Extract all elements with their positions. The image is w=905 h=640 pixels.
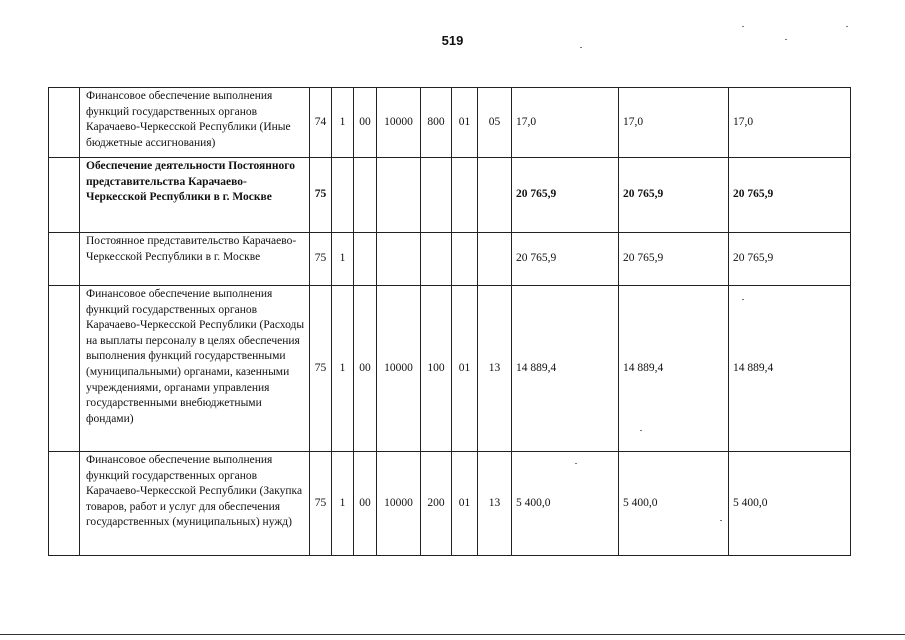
code-section [452,233,478,286]
table-row [49,233,851,286]
code-expense-type: 800 [421,88,452,158]
row-name: Обеспечение деятельности Постоянного представительства Карачаево-Черкесской Республики в г. Москве [80,158,310,233]
budget-table [48,87,851,556]
code-program: 1 [332,452,354,556]
amount-year-3: 17,0 [729,88,851,158]
row-gutter [49,452,80,556]
code-ministry: 75 [310,158,332,233]
code-subprogram: 00 [354,88,377,158]
row-gutter [49,158,80,233]
scan-speck [742,299,744,300]
row-name: Постоянное представительство Карачаево-Черкесской Республики в г. Москве [80,233,310,286]
code-subprogram: 00 [354,286,377,452]
amount-year-1: 14 889,4 [512,286,619,452]
code-direction: 10000 [377,88,421,158]
scan-speck [720,520,722,521]
scan-speck [742,26,744,27]
code-direction [377,158,421,233]
scan-speck [575,463,577,464]
code-section: 01 [452,88,478,158]
code-direction: 10000 [377,452,421,556]
amount-year-2: 20 765,9 [619,233,729,286]
code-section: 01 [452,452,478,556]
code-ministry: 75 [310,452,332,556]
table-row [49,452,851,556]
code-expense-type [421,233,452,286]
code-subsection: 13 [478,286,512,452]
scan-speck [640,430,642,431]
amount-year-2: 5 400,0 [619,452,729,556]
scan-speck [846,26,848,27]
table-row [49,286,851,452]
amount-year-1: 17,0 [512,88,619,158]
amount-year-2: 17,0 [619,88,729,158]
row-gutter [49,88,80,158]
row-gutter [49,233,80,286]
code-program: 1 [332,88,354,158]
code-subsection [478,158,512,233]
code-expense-type: 100 [421,286,452,452]
code-program: 1 [332,286,354,452]
amount-year-3: 5 400,0 [729,452,851,556]
amount-year-2: 14 889,4 [619,286,729,452]
amount-year-1: 5 400,0 [512,452,619,556]
amount-year-1: 20 765,9 [512,158,619,233]
code-ministry: 74 [310,88,332,158]
code-subprogram: 00 [354,452,377,556]
code-expense-type: 200 [421,452,452,556]
code-section: 01 [452,286,478,452]
table-row [49,158,851,233]
row-name: Финансовое обеспечение выполнения функций государственных органов Карачаево-Черкесской Республики (Иные бюджетные ассигнования) [80,88,310,158]
row-name: Финансовое обеспечение выполнения функций государственных органов Карачаево-Черкесской Республики (Закупка товаров, работ и услуг для обеспечения государственных (муниципальных) нужд) [80,452,310,556]
code-direction: 10000 [377,286,421,452]
page-number: 519 [441,33,464,48]
amount-year-3: 14 889,4 [729,286,851,452]
code-subsection [478,233,512,286]
amount-year-1: 20 765,9 [512,233,619,286]
code-section [452,158,478,233]
code-subprogram [354,158,377,233]
code-direction [377,233,421,286]
code-subsection: 05 [478,88,512,158]
table-row [49,88,851,158]
row-name: Финансовое обеспечение выполнения функций государственных органов Карачаево-Черкесской Республики (Расходы на выплаты персоналу в целях обеспечения выполнения функций государственными (муниципальными) органами, казенными учреждениями, органами управления государственными внебюджетными фондами) [80,286,310,452]
page-edge-line [0,634,905,635]
amount-year-2: 20 765,9 [619,158,729,233]
code-ministry: 75 [310,233,332,286]
amount-year-3: 20 765,9 [729,233,851,286]
scan-speck [785,39,787,40]
code-expense-type [421,158,452,233]
scan-speck [580,47,582,48]
code-subprogram [354,233,377,286]
code-ministry: 75 [310,286,332,452]
code-subsection: 13 [478,452,512,556]
code-program: 1 [332,233,354,286]
amount-year-3: 20 765,9 [729,158,851,233]
code-program [332,158,354,233]
row-gutter [49,286,80,452]
